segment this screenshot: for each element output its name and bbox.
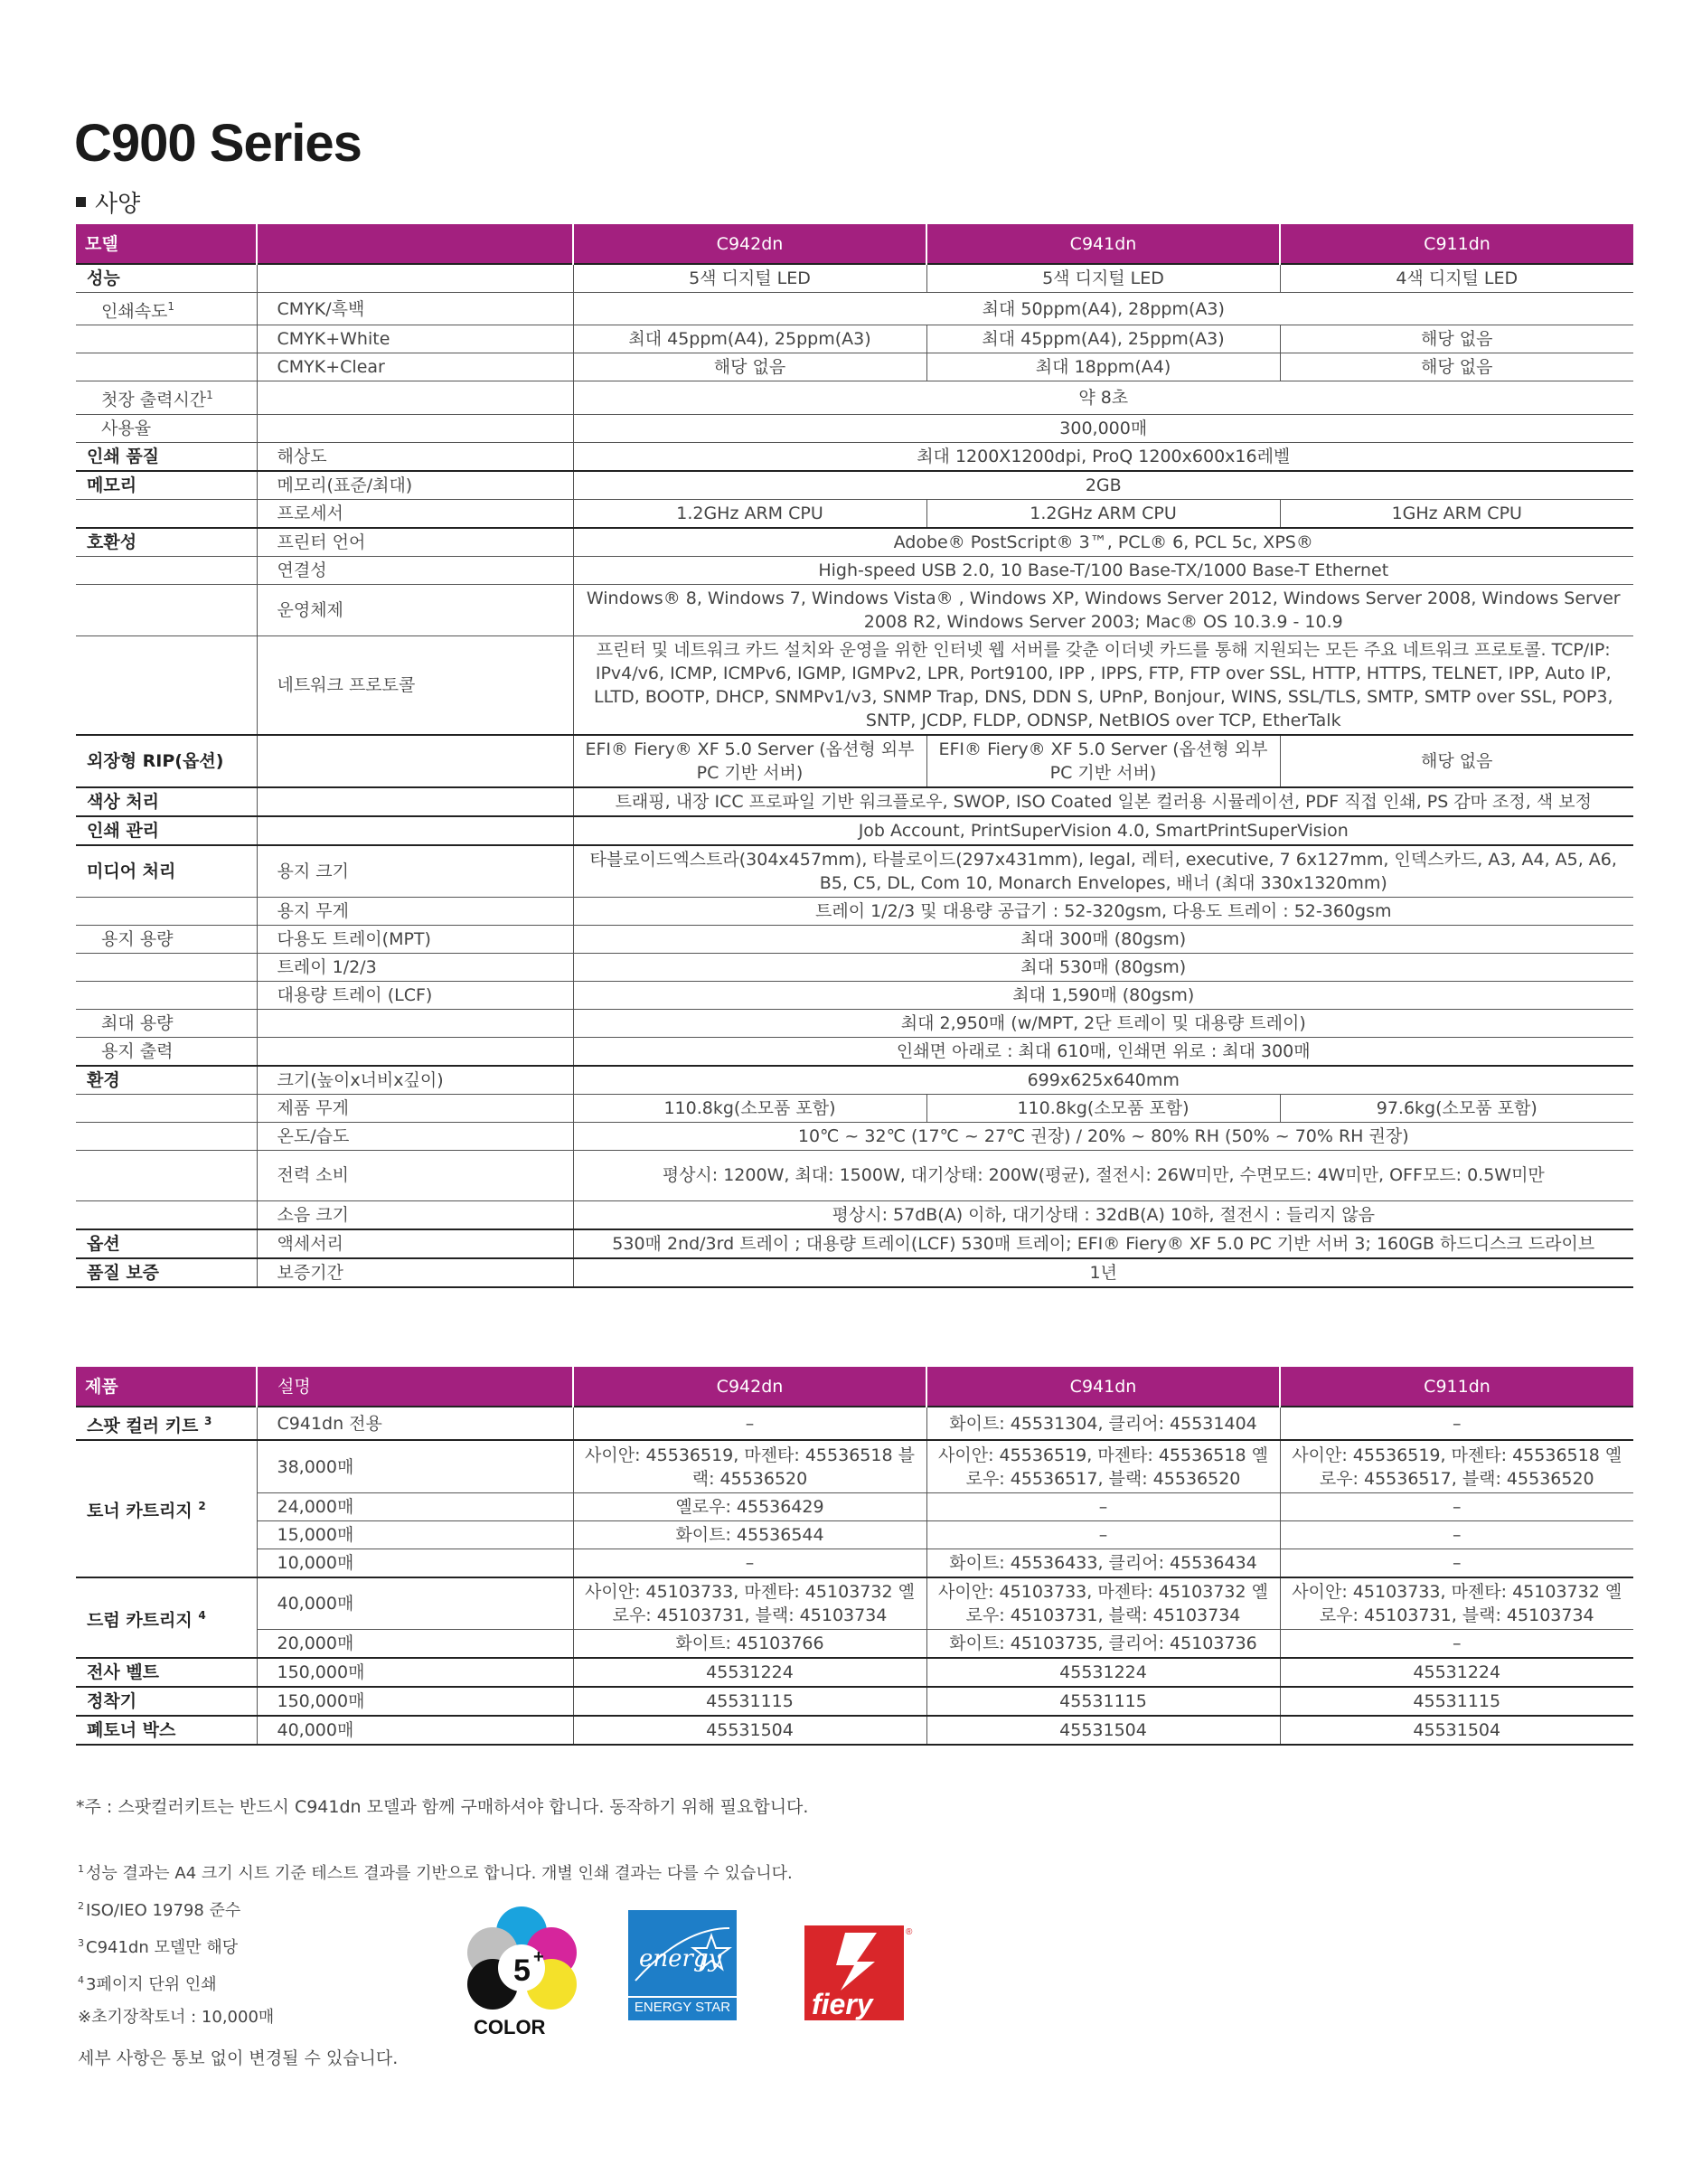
parts-value: 옐로우: 45536429 bbox=[573, 1492, 926, 1520]
spec-item: CMYK+Clear bbox=[257, 353, 573, 381]
spec-value: 699x625x640mm bbox=[573, 1066, 1633, 1095]
parts-value: 화이트: 45103735, 클리어: 45103736 bbox=[926, 1630, 1280, 1659]
spec-value: 해당 없음 bbox=[573, 353, 926, 381]
parts-description: 38,000매 bbox=[257, 1440, 573, 1492]
spec-item: 대용량 트레이 (LCF) bbox=[257, 981, 573, 1009]
spec-item bbox=[257, 735, 573, 787]
spec-item: 액세서리 bbox=[257, 1229, 573, 1258]
spec-value: 1GHz ARM CPU bbox=[1280, 499, 1633, 528]
spec-label bbox=[76, 556, 257, 584]
spec-row bbox=[76, 353, 1633, 381]
color-logo-text: COLOR bbox=[474, 2016, 546, 2038]
spec-label bbox=[76, 381, 257, 414]
spec-item bbox=[257, 264, 573, 293]
spec-value: 110.8kg(소모품 포함) bbox=[573, 1094, 926, 1122]
spec-value: 5색 디지털 LED bbox=[926, 264, 1280, 293]
section-heading-label: 사양 bbox=[95, 191, 141, 218]
spec-item: CMYK+White bbox=[257, 325, 573, 353]
spec-row bbox=[76, 1258, 1633, 1287]
parts-category bbox=[76, 1440, 257, 1577]
spec-value: 최대 45ppm(A4), 25ppm(A3) bbox=[926, 325, 1280, 353]
spec-label bbox=[76, 635, 257, 735]
spec-row bbox=[76, 471, 1633, 500]
spec-subcategory: 사용율 bbox=[101, 418, 152, 438]
square-bullet-icon bbox=[76, 197, 86, 207]
parts-value: 화이트: 45531304, 클리어: 45531404 bbox=[926, 1407, 1280, 1440]
spec-value: 프린터 및 네트워크 카드 설치와 운영을 위한 인터넷 웹 서버를 갖춘 이더넷 카드를 통해 지원되는 모든 주요 네트워크 프로토콜. TCP/IP: IPv4/v6, ICMP, ICMPv6, IGMP, IGMPv2, LPR, Port9100, IPP , IPPS, FTP, FTP over SSL, HTTP, HTTPS, TELNET, IPP, Auto IP, LLTD, BOOTP, DHCP, SNMPv1/v3, SNMP Trap, DNS, DDN S, UPnP, Bonjour, WINS, SSL/TLS, SMTP, SMTP over SSL, POP3, SNTP, JCDP, FLDP, ODNSP, NetBIOS over TCP, EtherTalk bbox=[573, 635, 1633, 735]
spec-label bbox=[76, 584, 257, 635]
spec-value: 최대 300매 (80gsm) bbox=[573, 925, 1633, 953]
spec-category: 호환성 bbox=[87, 532, 137, 552]
spec-value: 평상시: 1200W, 최대: 1500W, 대기상태: 200W(평균), 절전시: 26W미만, 수면모드: 4W미만, OFF모드: 0.5W미만 bbox=[573, 1150, 1633, 1200]
spec-row bbox=[76, 845, 1633, 898]
parts-row bbox=[76, 1440, 1633, 1492]
spec-value: 10℃ ~ 32℃ (17℃ ~ 27℃ 권장) / 20% ~ 80% RH (50% ~ 70% RH 권장) bbox=[573, 1122, 1633, 1150]
footnote-text: ISO/IEO 19798 준수 bbox=[86, 1901, 241, 1920]
spec-row bbox=[76, 1037, 1633, 1066]
spec-value: 트래핑, 내장 ICC 프로파일 기반 워크플로우, SWOP, ISO Coated 일본 컬러용 시뮬레이션, PDF 직접 인쇄, PS 감마 조정, 색 보정 bbox=[573, 787, 1633, 816]
spec-value: 1.2GHz ARM CPU bbox=[573, 499, 926, 528]
spec-label bbox=[76, 528, 257, 557]
parts-value: 45531504 bbox=[1280, 1716, 1633, 1745]
svg-text:+: + bbox=[533, 1947, 544, 1967]
parts-row bbox=[76, 1492, 1633, 1520]
footnote-text: C941dn 모델만 해당 bbox=[86, 1938, 239, 1957]
spec-value: Job Account, PrintSuperVision 4.0, SmartPrintSuperVision bbox=[573, 816, 1633, 845]
spec-value: EFI® Fiery® XF 5.0 Server (옵션형 외부 PC 기반 서버) bbox=[926, 735, 1280, 787]
spec-row bbox=[76, 264, 1633, 293]
parts-description: 150,000매 bbox=[257, 1658, 573, 1687]
parts-description: 150,000매 bbox=[257, 1687, 573, 1716]
fiery-logo-text: fiery bbox=[812, 1988, 873, 2020]
spec-value: 300,000매 bbox=[573, 414, 1633, 442]
spec-label bbox=[76, 1094, 257, 1122]
footnote-marker: 4 bbox=[198, 1608, 206, 1622]
footnote-number: 1 bbox=[78, 1863, 84, 1875]
parts-row bbox=[76, 1549, 1633, 1577]
parts-value: 사이안: 45103733, 마젠타: 45103732 옐로우: 45103731, 블랙: 45103734 bbox=[926, 1577, 1280, 1630]
spec-subcategory: 첫장 출력시간 bbox=[101, 390, 207, 410]
parts-category bbox=[76, 1658, 257, 1687]
spec-row bbox=[76, 556, 1633, 584]
parts-row bbox=[76, 1716, 1633, 1745]
parts-value: 사이안: 45536519, 마젠타: 45536518 옐로우: 45536517, 블랙: 45536520 bbox=[1280, 1440, 1633, 1492]
spec-item: 연결성 bbox=[257, 556, 573, 584]
energy-star-icon bbox=[628, 1910, 737, 1996]
footnote-text: 3페이지 단위 인쇄 bbox=[86, 1975, 217, 1994]
parts-row bbox=[76, 1577, 1633, 1630]
parts-value: 사이안: 45536519, 마젠타: 45536518 옐로우: 45536517, 블랙: 45536520 bbox=[926, 1440, 1280, 1492]
spec-value: 해당 없음 bbox=[1280, 353, 1633, 381]
parts-description: 40,000매 bbox=[257, 1716, 573, 1745]
spec-row bbox=[76, 442, 1633, 471]
footnote-number: 2 bbox=[78, 1900, 84, 1912]
spec-value: 최대 1,590매 (80gsm) bbox=[573, 981, 1633, 1009]
spec-row bbox=[76, 1009, 1633, 1037]
parts-value: – bbox=[573, 1407, 926, 1440]
parts-category-label: 전사 벨트 bbox=[87, 1662, 160, 1683]
spec-row bbox=[76, 953, 1633, 981]
spec-label bbox=[76, 816, 257, 845]
spec-value: 해당 없음 bbox=[1280, 325, 1633, 353]
parts-description: 10,000매 bbox=[257, 1549, 573, 1577]
parts-value: – bbox=[1280, 1407, 1633, 1440]
spec-value: 최대 530매 (80gsm) bbox=[573, 953, 1633, 981]
parts-value: – bbox=[926, 1520, 1280, 1549]
parts-row bbox=[76, 1687, 1633, 1716]
spec-item: 프로세서 bbox=[257, 499, 573, 528]
parts-description: 15,000매 bbox=[257, 1520, 573, 1549]
parts-value: – bbox=[1280, 1492, 1633, 1520]
parts-row bbox=[76, 1520, 1633, 1549]
parts-header-cell: C942dn bbox=[573, 1367, 926, 1407]
spec-row bbox=[76, 787, 1633, 816]
page-title: C900 Series bbox=[74, 114, 362, 173]
footnote-number: 3 bbox=[78, 1937, 84, 1949]
spec-subcategory: 최대 용량 bbox=[101, 1012, 174, 1033]
spec-label bbox=[76, 897, 257, 925]
spec-header-cell: C911dn bbox=[1280, 224, 1633, 264]
spec-value: 최대 45ppm(A4), 25ppm(A3) bbox=[573, 325, 926, 353]
spec-row bbox=[76, 1200, 1633, 1229]
parts-header-cell: 설명 bbox=[257, 1367, 573, 1407]
spec-label bbox=[76, 471, 257, 500]
spec-value: 4색 디지털 LED bbox=[1280, 264, 1633, 293]
fiery-logo bbox=[804, 1925, 913, 2020]
parts-value: – bbox=[1280, 1520, 1633, 1549]
spec-value: 최대 50ppm(A4), 28ppm(A3) bbox=[573, 293, 1633, 325]
spec-row bbox=[76, 635, 1633, 735]
spec-row bbox=[76, 925, 1633, 953]
spec-value: Windows® 8, Windows 7, Windows Vista® , Windows XP, Windows Server 2012, Windows Server 2008, Windows Server 2008 R2, Windows Server 2003; Mac® OS 10.3.9 - 10.9 bbox=[573, 584, 1633, 635]
disclaimer: 세부 사항은 통보 없이 변경될 수 있습니다. bbox=[78, 2048, 399, 2068]
spec-category: 인쇄 관리 bbox=[87, 820, 160, 841]
spec-category: 미디어 처리 bbox=[87, 861, 176, 881]
parts-value: 화이트: 45103766 bbox=[573, 1630, 926, 1659]
parts-value: 45531115 bbox=[926, 1687, 1280, 1716]
spec-row bbox=[76, 897, 1633, 925]
spec-item: 온도/습도 bbox=[257, 1122, 573, 1150]
spec-row bbox=[76, 528, 1633, 557]
spec-value: 97.6kg(소모품 포함) bbox=[1280, 1094, 1633, 1122]
spec-value: EFI® Fiery® XF 5.0 Server (옵션형 외부 PC 기반 서버) bbox=[573, 735, 926, 787]
spec-category: 품질 보증 bbox=[87, 1262, 160, 1283]
color-logo-number: 5 bbox=[513, 1953, 531, 1988]
parts-value: 화이트: 45536544 bbox=[573, 1520, 926, 1549]
parts-value: 45531224 bbox=[1280, 1658, 1633, 1687]
parts-category-label: 스팟 컬러 키트 bbox=[87, 1416, 199, 1436]
parts-value: – bbox=[573, 1549, 926, 1577]
parts-category bbox=[76, 1716, 257, 1745]
footnote-main: *주 : 스팟컬러키트는 반드시 C941dn 모델과 함께 구매하셔야 합니다. 동작하기 위해 필요합니다. bbox=[76, 1797, 809, 1817]
spec-label bbox=[76, 1258, 257, 1287]
footnote-number: 4 bbox=[78, 1974, 84, 1986]
parts-value: – bbox=[1280, 1630, 1633, 1659]
parts-category-label: 폐토너 박스 bbox=[87, 1720, 176, 1741]
spec-row bbox=[76, 1066, 1633, 1095]
parts-category bbox=[76, 1687, 257, 1716]
spec-header-cell: C941dn bbox=[926, 224, 1280, 264]
spec-value: 5색 디지털 LED bbox=[573, 264, 926, 293]
parts-category-label: 토너 카트리지 bbox=[87, 1501, 193, 1521]
spec-row bbox=[76, 499, 1633, 528]
spec-label bbox=[76, 264, 257, 293]
spec-category: 색상 처리 bbox=[87, 791, 160, 812]
spec-category: 환경 bbox=[87, 1069, 120, 1090]
spec-subcategory: 용지 용량 bbox=[101, 928, 174, 949]
spec-label bbox=[76, 1229, 257, 1258]
spec-item: 용지 무게 bbox=[257, 897, 573, 925]
parts-value: 45531224 bbox=[573, 1658, 926, 1687]
spec-row bbox=[76, 293, 1633, 325]
spec-row bbox=[76, 381, 1633, 414]
spec-category: 옵션 bbox=[87, 1233, 120, 1254]
spec-category: 인쇄 품질 bbox=[87, 446, 160, 466]
spec-item: 프린터 언어 bbox=[257, 528, 573, 557]
spec-item: 해상도 bbox=[257, 442, 573, 471]
spec-item: 제품 무게 bbox=[257, 1094, 573, 1122]
parts-header-cell: C911dn bbox=[1280, 1367, 1633, 1407]
parts-row bbox=[76, 1407, 1633, 1440]
spec-label bbox=[76, 1122, 257, 1150]
spec-label bbox=[76, 353, 257, 381]
spec-label bbox=[76, 953, 257, 981]
spec-label bbox=[76, 735, 257, 787]
parts-value: 45531504 bbox=[926, 1716, 1280, 1745]
parts-header-row bbox=[76, 1367, 1633, 1407]
parts-table bbox=[76, 1367, 1633, 1746]
spec-label bbox=[76, 325, 257, 353]
spec-item: 네트워크 프로토콜 bbox=[257, 635, 573, 735]
spec-item: 용지 크기 bbox=[257, 845, 573, 898]
spec-item: 보증기간 bbox=[257, 1258, 573, 1287]
spec-value: 2GB bbox=[573, 471, 1633, 500]
spec-label bbox=[76, 414, 257, 442]
parts-row bbox=[76, 1658, 1633, 1687]
spec-row bbox=[76, 816, 1633, 845]
parts-description: 20,000매 bbox=[257, 1630, 573, 1659]
spec-item bbox=[257, 414, 573, 442]
spec-row bbox=[76, 325, 1633, 353]
spec-value: Adobe® PostScript® 3™, PCL® 6, PCL 5c, XPS® bbox=[573, 528, 1633, 557]
spec-label bbox=[76, 499, 257, 528]
spec-label bbox=[76, 1150, 257, 1200]
spec-label bbox=[76, 845, 257, 898]
spec-value: 최대 1200X1200dpi, ProQ 1200x600x16레벨 bbox=[573, 442, 1633, 471]
footnote-marker: 3 bbox=[203, 1415, 212, 1427]
spec-category: 성능 bbox=[87, 268, 120, 288]
spec-header-row bbox=[76, 224, 1633, 264]
spec-value: 타블로이드엑스트라(304x457mm), 타블로이드(297x431mm), legal, 레터, executive, 7 6x127mm, 인덱스카드, A3, A4, A5, A6, B5, C5, DL, Com 10, Monarch Envelopes, 배너 (최대 330x1320mm) bbox=[573, 845, 1633, 898]
spec-item: 운영체제 bbox=[257, 584, 573, 635]
spec-category: 외장형 RIP(옵션) bbox=[87, 750, 224, 771]
parts-header-cell: C941dn bbox=[926, 1367, 1280, 1407]
energy-logo-script: energy bbox=[639, 1945, 722, 1972]
spec-value: High-speed USB 2.0, 10 Base-T/100 Base-TX/1000 Base-T Ethernet bbox=[573, 556, 1633, 584]
parts-category bbox=[76, 1577, 257, 1659]
parts-category-label: 정착기 bbox=[87, 1691, 137, 1712]
spec-subcategory: 인쇄속도 bbox=[101, 301, 168, 322]
spec-row bbox=[76, 735, 1633, 787]
spec-value: 평상시: 57dB(A) 이하, 대기상태 : 32dB(A) 10하, 절전시 : 들리지 않음 bbox=[573, 1200, 1633, 1229]
spec-header-cell bbox=[257, 224, 573, 264]
spec-value: 최대 2,950매 (w/MPT, 2단 트레이 및 대용량 트레이) bbox=[573, 1009, 1633, 1037]
spec-row bbox=[76, 981, 1633, 1009]
spec-row bbox=[76, 584, 1633, 635]
spec-value: 최대 18ppm(A4) bbox=[926, 353, 1280, 381]
parts-header-cell: 제품 bbox=[76, 1367, 257, 1407]
spec-label bbox=[76, 787, 257, 816]
spec-category: 메모리 bbox=[87, 475, 137, 495]
spec-item bbox=[257, 1037, 573, 1066]
footnote-marker: 1 bbox=[167, 300, 175, 313]
footnote-item bbox=[78, 1853, 793, 1890]
spec-row bbox=[76, 1094, 1633, 1122]
spec-row bbox=[76, 414, 1633, 442]
svg-text:®: ® bbox=[906, 1927, 913, 1937]
parts-value: 45531115 bbox=[1280, 1687, 1633, 1716]
spec-label bbox=[76, 925, 257, 953]
spec-value: 1.2GHz ARM CPU bbox=[926, 499, 1280, 528]
spec-label bbox=[76, 1200, 257, 1229]
spec-header-cell: C942dn bbox=[573, 224, 926, 264]
spec-value: 1년 bbox=[573, 1258, 1633, 1287]
spec-value: 인쇄면 아래로 : 최대 610매, 인쇄면 위로 : 최대 300매 bbox=[573, 1037, 1633, 1066]
spec-value: 트레이 1/2/3 및 대용량 공급기 : 52-320gsm, 다용도 트레이 : 52-360gsm bbox=[573, 897, 1633, 925]
spec-label bbox=[76, 442, 257, 471]
parts-category-label: 드럼 카트리지 bbox=[87, 1610, 193, 1631]
parts-description: 40,000매 bbox=[257, 1577, 573, 1630]
spec-item: 크기(높이x너비x깊이) bbox=[257, 1066, 573, 1095]
parts-value: 45531224 bbox=[926, 1658, 1280, 1687]
spec-label bbox=[76, 293, 257, 325]
spec-item bbox=[257, 1009, 573, 1037]
spec-row bbox=[76, 1150, 1633, 1200]
spec-table bbox=[76, 224, 1633, 1288]
energy-star-logo bbox=[628, 1910, 737, 2020]
spec-item: 메모리(표준/최대) bbox=[257, 471, 573, 500]
spec-label bbox=[76, 1009, 257, 1037]
spec-value: 해당 없음 bbox=[1280, 735, 1633, 787]
spec-label bbox=[76, 1037, 257, 1066]
spec-item: CMYK/흑백 bbox=[257, 293, 573, 325]
spec-value: 110.8kg(소모품 포함) bbox=[926, 1094, 1280, 1122]
five-plus-color-logo bbox=[461, 1903, 583, 2038]
spec-item: 소음 크기 bbox=[257, 1200, 573, 1229]
spec-item bbox=[257, 787, 573, 816]
parts-value: 45531504 bbox=[573, 1716, 926, 1745]
parts-value: 45531115 bbox=[573, 1687, 926, 1716]
parts-value: 사이안: 45103733, 마젠타: 45103732 옐로우: 45103731, 블랙: 45103734 bbox=[1280, 1577, 1633, 1630]
parts-description: C941dn 전용 bbox=[257, 1407, 573, 1440]
spec-item bbox=[257, 381, 573, 414]
spec-item: 전력 소비 bbox=[257, 1150, 573, 1200]
parts-value: 사이안: 45103733, 마젠타: 45103732 옐로우: 45103731, 블랙: 45103734 bbox=[573, 1577, 926, 1630]
footnote-marker: 2 bbox=[198, 1500, 206, 1513]
spec-subcategory: 용지 출력 bbox=[101, 1040, 174, 1061]
spec-value: 약 8초 bbox=[573, 381, 1633, 414]
footnote-text: 성능 결과는 A4 크기 시트 기준 테스트 결과를 기반으로 합니다. 개별 인쇄 결과는 다를 수 있습니다. bbox=[86, 1864, 793, 1883]
parts-value: – bbox=[926, 1492, 1280, 1520]
spec-label bbox=[76, 981, 257, 1009]
footnote-marker: 1 bbox=[206, 389, 213, 402]
spec-row bbox=[76, 1229, 1633, 1258]
spec-label bbox=[76, 1066, 257, 1095]
parts-row bbox=[76, 1630, 1633, 1659]
energy-logo-text: ENERGY STAR bbox=[628, 1996, 737, 2015]
spec-row bbox=[76, 1122, 1633, 1150]
parts-value: – bbox=[1280, 1549, 1633, 1577]
parts-description: 24,000매 bbox=[257, 1492, 573, 1520]
parts-category bbox=[76, 1407, 257, 1440]
spec-item bbox=[257, 816, 573, 845]
footnote-text: ※초기장착토너 : 10,000매 bbox=[78, 2008, 275, 2027]
parts-value: 화이트: 45536433, 클리어: 45536434 bbox=[926, 1549, 1280, 1577]
spec-item: 트레이 1/2/3 bbox=[257, 953, 573, 981]
spec-item: 다용도 트레이(MPT) bbox=[257, 925, 573, 953]
section-heading bbox=[76, 185, 140, 219]
parts-value: 사이안: 45536519, 마젠타: 45536518 블랙: 45536520 bbox=[573, 1440, 926, 1492]
spec-header-cell: 모델 bbox=[76, 224, 257, 264]
spec-value: 530매 2nd/3rd 트레이 ; 대용량 트레이(LCF) 530매 트레이; EFI® Fiery® XF 5.0 PC 기반 서버 3; 160GB 하드디스크 드라이브 bbox=[573, 1229, 1633, 1258]
